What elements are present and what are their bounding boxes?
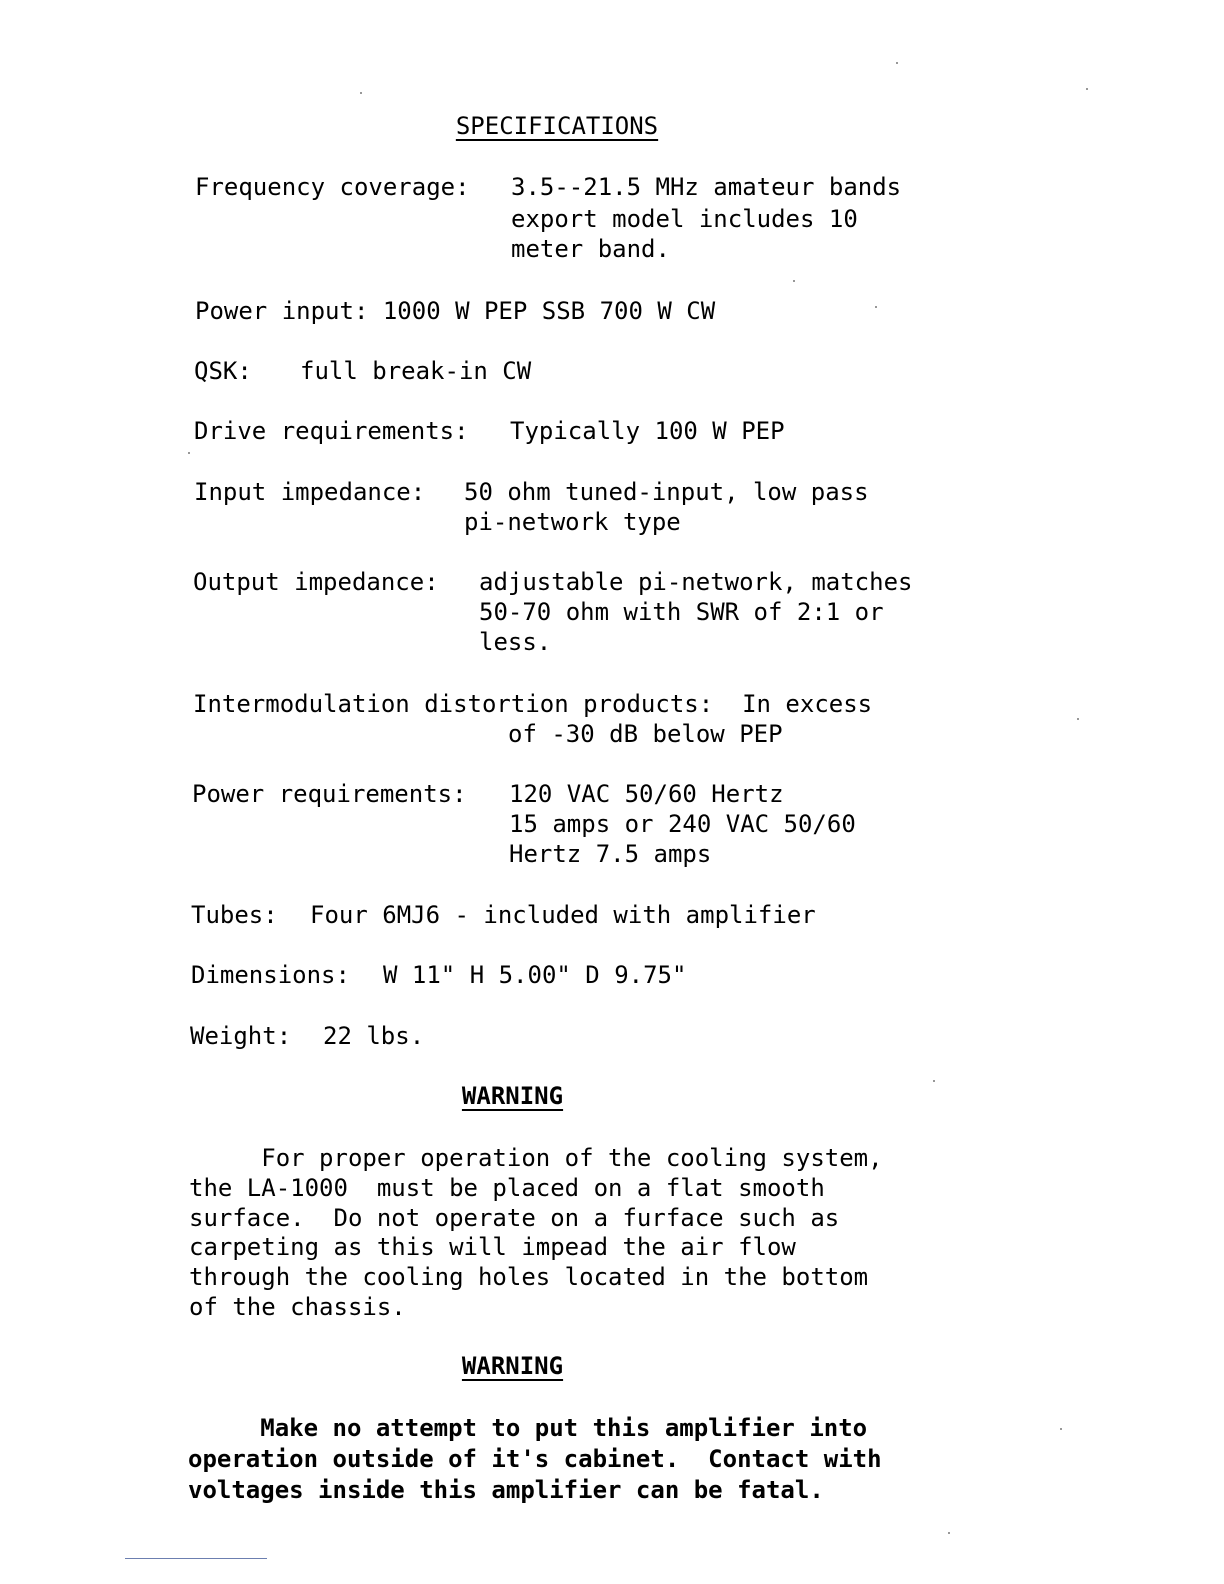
warning-1-line-2: the LA-1000 must be placed on a flat smooth <box>189 1174 825 1202</box>
warning-1-line-5: through the cooling holes located in the bottom <box>189 1263 869 1291</box>
scan-speck <box>1077 718 1079 720</box>
warning-2-line-2: operation outside of it's cabinet. Contact with <box>188 1445 882 1473</box>
warning-title-1: WARNING <box>461 1082 564 1110</box>
weight-value: 22 lbs. <box>323 1022 425 1050</box>
tubes-value: Four 6MJ6 - included with amplifier <box>310 901 816 929</box>
dimensions-label: Dimensions: <box>191 961 350 989</box>
scan-speck <box>188 452 190 454</box>
output-impedance-line-1: adjustable pi-network, matches <box>479 568 913 596</box>
weight-label: Weight: <box>190 1022 292 1050</box>
power-requirements-label: Power requirements: <box>192 780 467 808</box>
frequency-coverage-line-2: export model includes 10 <box>511 205 858 233</box>
frequency-coverage-line-1: 3.5--21.5 MHz amateur bands <box>511 173 902 201</box>
power-input-line: Power input: 1000 W PEP SSB 700 W CW <box>195 297 716 325</box>
footer-rule <box>125 1558 267 1559</box>
power-requirements-line-2: 15 amps or 240 VAC 50/60 <box>509 810 856 838</box>
drive-requirements-value: Typically 100 W PEP <box>510 417 785 445</box>
warning-title-2: WARNING <box>461 1352 564 1380</box>
frequency-coverage-line-3: meter band. <box>511 235 670 263</box>
warning-1-line-1: For proper operation of the cooling system, <box>189 1144 883 1172</box>
scan-speck <box>1086 88 1088 90</box>
warning-1-line-6: of the chassis. <box>189 1293 406 1321</box>
specifications-title: SPECIFICATIONS <box>455 112 659 140</box>
scan-speck <box>793 280 795 282</box>
scan-speck <box>948 1532 950 1534</box>
input-impedance-line-2: pi-network type <box>464 508 681 536</box>
warning-1-line-3: surface. Do not operate on a furface such as <box>189 1204 840 1232</box>
qsk-label: QSK: <box>194 357 252 385</box>
tubes-label: Tubes: <box>191 901 278 929</box>
warning-2-line-1: Make no attempt to put this amplifier into <box>188 1414 868 1442</box>
scan-speck <box>896 62 898 64</box>
scan-speck <box>360 92 362 94</box>
dimensions-value: W 11" H 5.00" D 9.75" <box>383 961 687 989</box>
scan-speck <box>1060 1428 1062 1430</box>
scan-speck <box>933 1080 935 1082</box>
frequency-coverage-label: Frequency coverage: <box>195 173 470 201</box>
intermodulation-line-2: of -30 dB below PEP <box>508 720 783 748</box>
input-impedance-line-1: 50 ohm tuned-input, low pass <box>464 478 869 506</box>
warning-1-line-4: carpeting as this will impead the air flow <box>189 1233 796 1261</box>
qsk-value: full break-in CW <box>300 357 532 385</box>
power-requirements-line-1: 120 VAC 50/60 Hertz <box>509 780 784 808</box>
output-impedance-label: Output impedance: <box>193 568 439 596</box>
output-impedance-line-3: less. <box>479 628 552 656</box>
warning-2-line-3: voltages inside this amplifier can be fatal. <box>188 1476 824 1504</box>
scan-speck <box>875 306 877 308</box>
power-requirements-line-3: Hertz 7.5 amps <box>509 840 712 868</box>
intermodulation-line-1: Intermodulation distortion products: In excess <box>193 690 873 718</box>
output-impedance-line-2: 50-70 ohm with SWR of 2:1 or <box>479 598 884 626</box>
input-impedance-label: Input impedance: <box>194 478 426 506</box>
drive-requirements-label: Drive requirements: <box>194 417 469 445</box>
